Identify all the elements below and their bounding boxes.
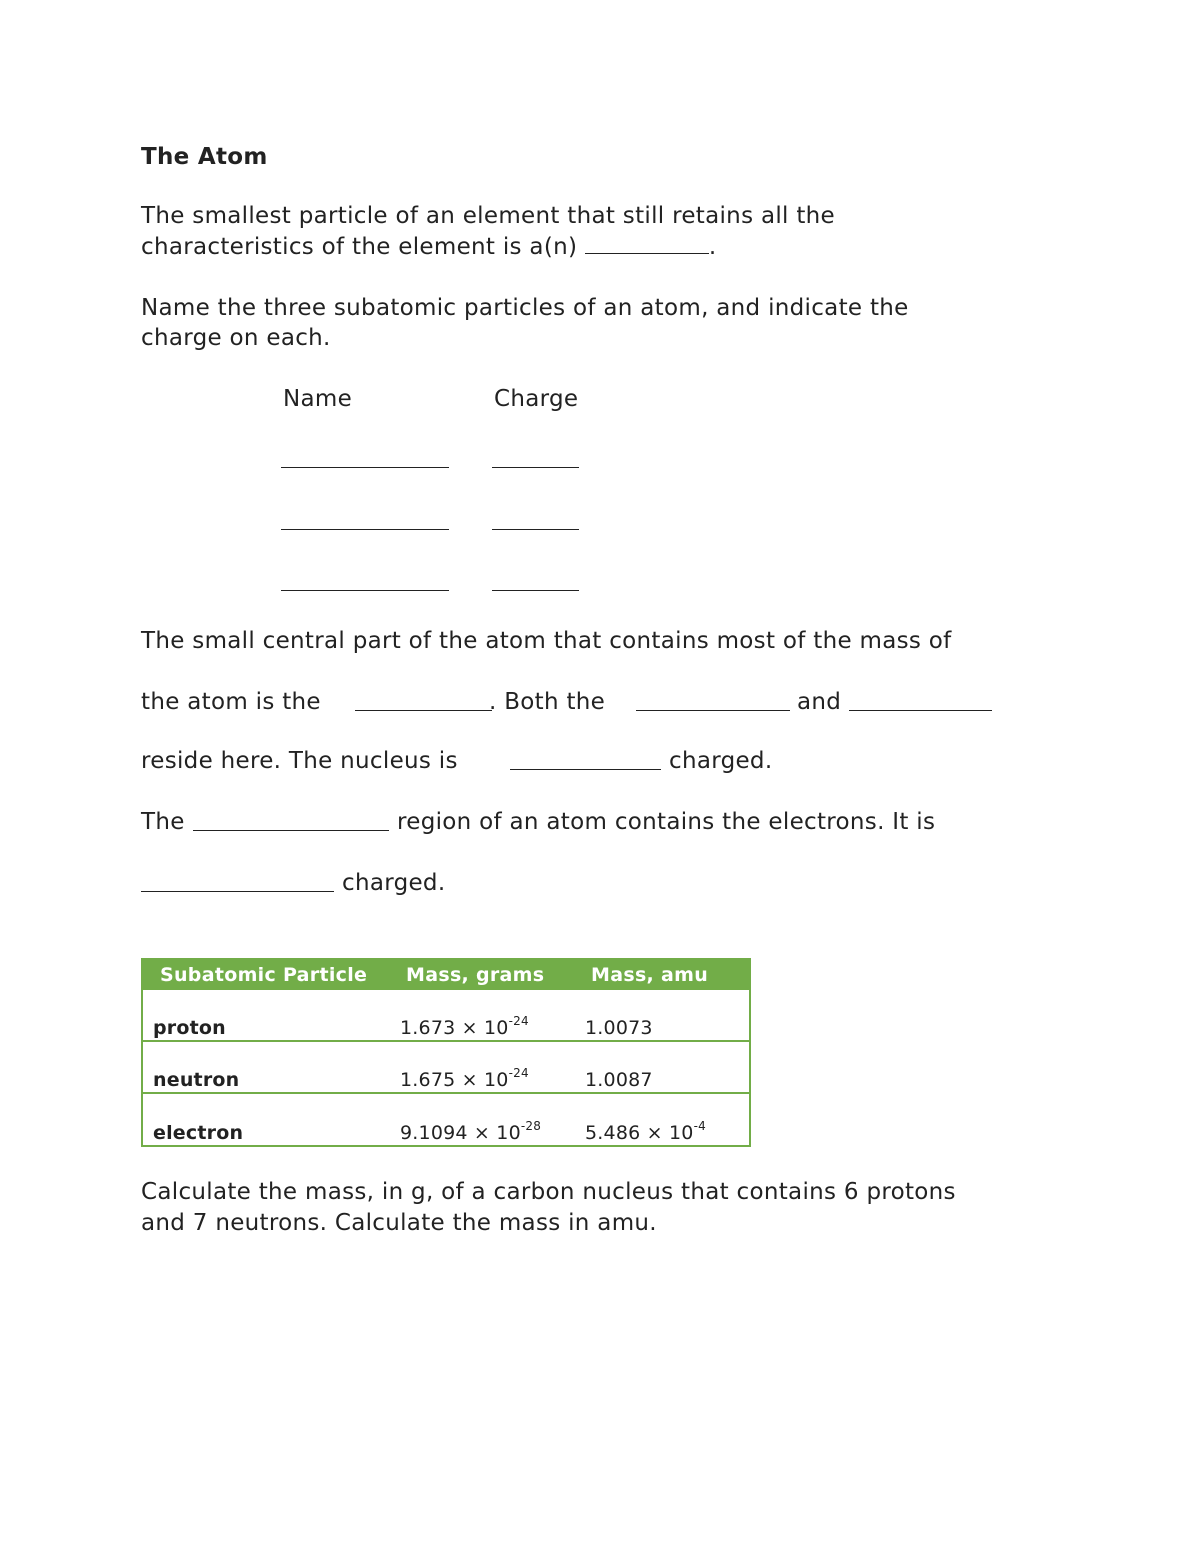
answer-blank-name-2[interactable] <box>281 529 449 530</box>
subatomic-particle-table <box>141 958 751 1147</box>
q1-line2-end: . <box>708 234 717 260</box>
answer-blank-nucleus[interactable] <box>355 710 492 711</box>
q1-line2-text: characteristics of the element is a(n) <box>141 234 578 260</box>
answer-blank-name-1[interactable] <box>281 467 449 468</box>
answer-blank-charge-2[interactable] <box>492 529 579 530</box>
column-header-name: Name <box>283 386 353 412</box>
mass-grams-base: 9.1094 × 10 <box>400 1122 521 1144</box>
q1-line2 <box>141 232 717 262</box>
answer-blank-electron-charge[interactable] <box>141 891 334 892</box>
answer-blank-particle-b[interactable] <box>849 710 992 711</box>
q4-line1: Calculate the mass, in g, of a carbon nucleus that contains 6 protons <box>141 1179 956 1205</box>
table-row-divider <box>143 1040 749 1042</box>
table-header-mass-amu: Mass, amu <box>591 964 709 986</box>
table-cell-mass-grams <box>400 1016 529 1040</box>
q1-line1: The smallest particle of an element that still retains all the <box>141 203 835 229</box>
q3-line2-b: . Both the <box>489 689 606 715</box>
q3-line3-b: charged. <box>669 748 773 774</box>
answer-blank-region[interactable] <box>193 830 389 831</box>
q2-line1: Name the three subatomic particles of an atom, and indicate the <box>141 295 909 321</box>
table-cell-particle: electron <box>153 1122 244 1144</box>
table-cell-mass-grams <box>400 1121 541 1145</box>
mass-grams-exponent: -24 <box>508 1066 529 1080</box>
table-cell-particle: neutron <box>153 1069 240 1091</box>
q3-line2-c: and <box>797 689 842 715</box>
q3-line3-a: reside here. The nucleus is <box>141 748 458 774</box>
mass-grams-base: 1.673 × 10 <box>400 1017 509 1039</box>
q4-line2: and 7 neutrons. Calculate the mass in amu. <box>141 1210 657 1236</box>
q2-line2: charge on each. <box>141 325 331 351</box>
table-cell-mass-amu <box>585 1068 653 1092</box>
mass-grams-exponent: -24 <box>508 1014 529 1028</box>
q3-line4-b: region of an atom contains the electrons. It is <box>397 809 936 835</box>
answer-blank-charge-3[interactable] <box>492 590 579 591</box>
q3-line1: The small central part of the atom that contains most of the mass of <box>141 628 952 654</box>
q3-line4-a: The <box>141 809 185 835</box>
answer-blank-atom[interactable] <box>585 233 709 254</box>
answer-blank-particle-a[interactable] <box>636 710 790 711</box>
table-row-divider <box>143 1092 749 1094</box>
mass-grams-exponent: -28 <box>520 1119 542 1133</box>
mass-amu-base: 1.0087 <box>585 1069 653 1091</box>
answer-blank-charge-1[interactable] <box>492 467 579 468</box>
q3-line2-a: the atom is the <box>141 689 321 715</box>
answer-blank-nucleus-charge[interactable] <box>510 769 661 770</box>
page-title: The Atom <box>141 144 268 170</box>
table-cell-mass-amu <box>585 1016 653 1040</box>
mass-amu-base: 1.0073 <box>585 1017 653 1039</box>
answer-blank-name-3[interactable] <box>281 590 449 591</box>
mass-grams-base: 1.675 × 10 <box>400 1069 509 1091</box>
table-cell-mass-grams <box>400 1068 529 1092</box>
mass-amu-exponent: -4 <box>693 1119 706 1133</box>
q3-line5-b: charged. <box>342 870 446 896</box>
mass-amu-base: 5.486 × 10 <box>585 1122 694 1144</box>
table-header-mass-grams: Mass, grams <box>406 964 545 986</box>
table-cell-particle: proton <box>153 1017 226 1039</box>
table-cell-mass-amu <box>585 1121 706 1145</box>
table-header-particle: Subatomic Particle <box>160 964 368 986</box>
column-header-charge: Charge <box>494 386 579 412</box>
